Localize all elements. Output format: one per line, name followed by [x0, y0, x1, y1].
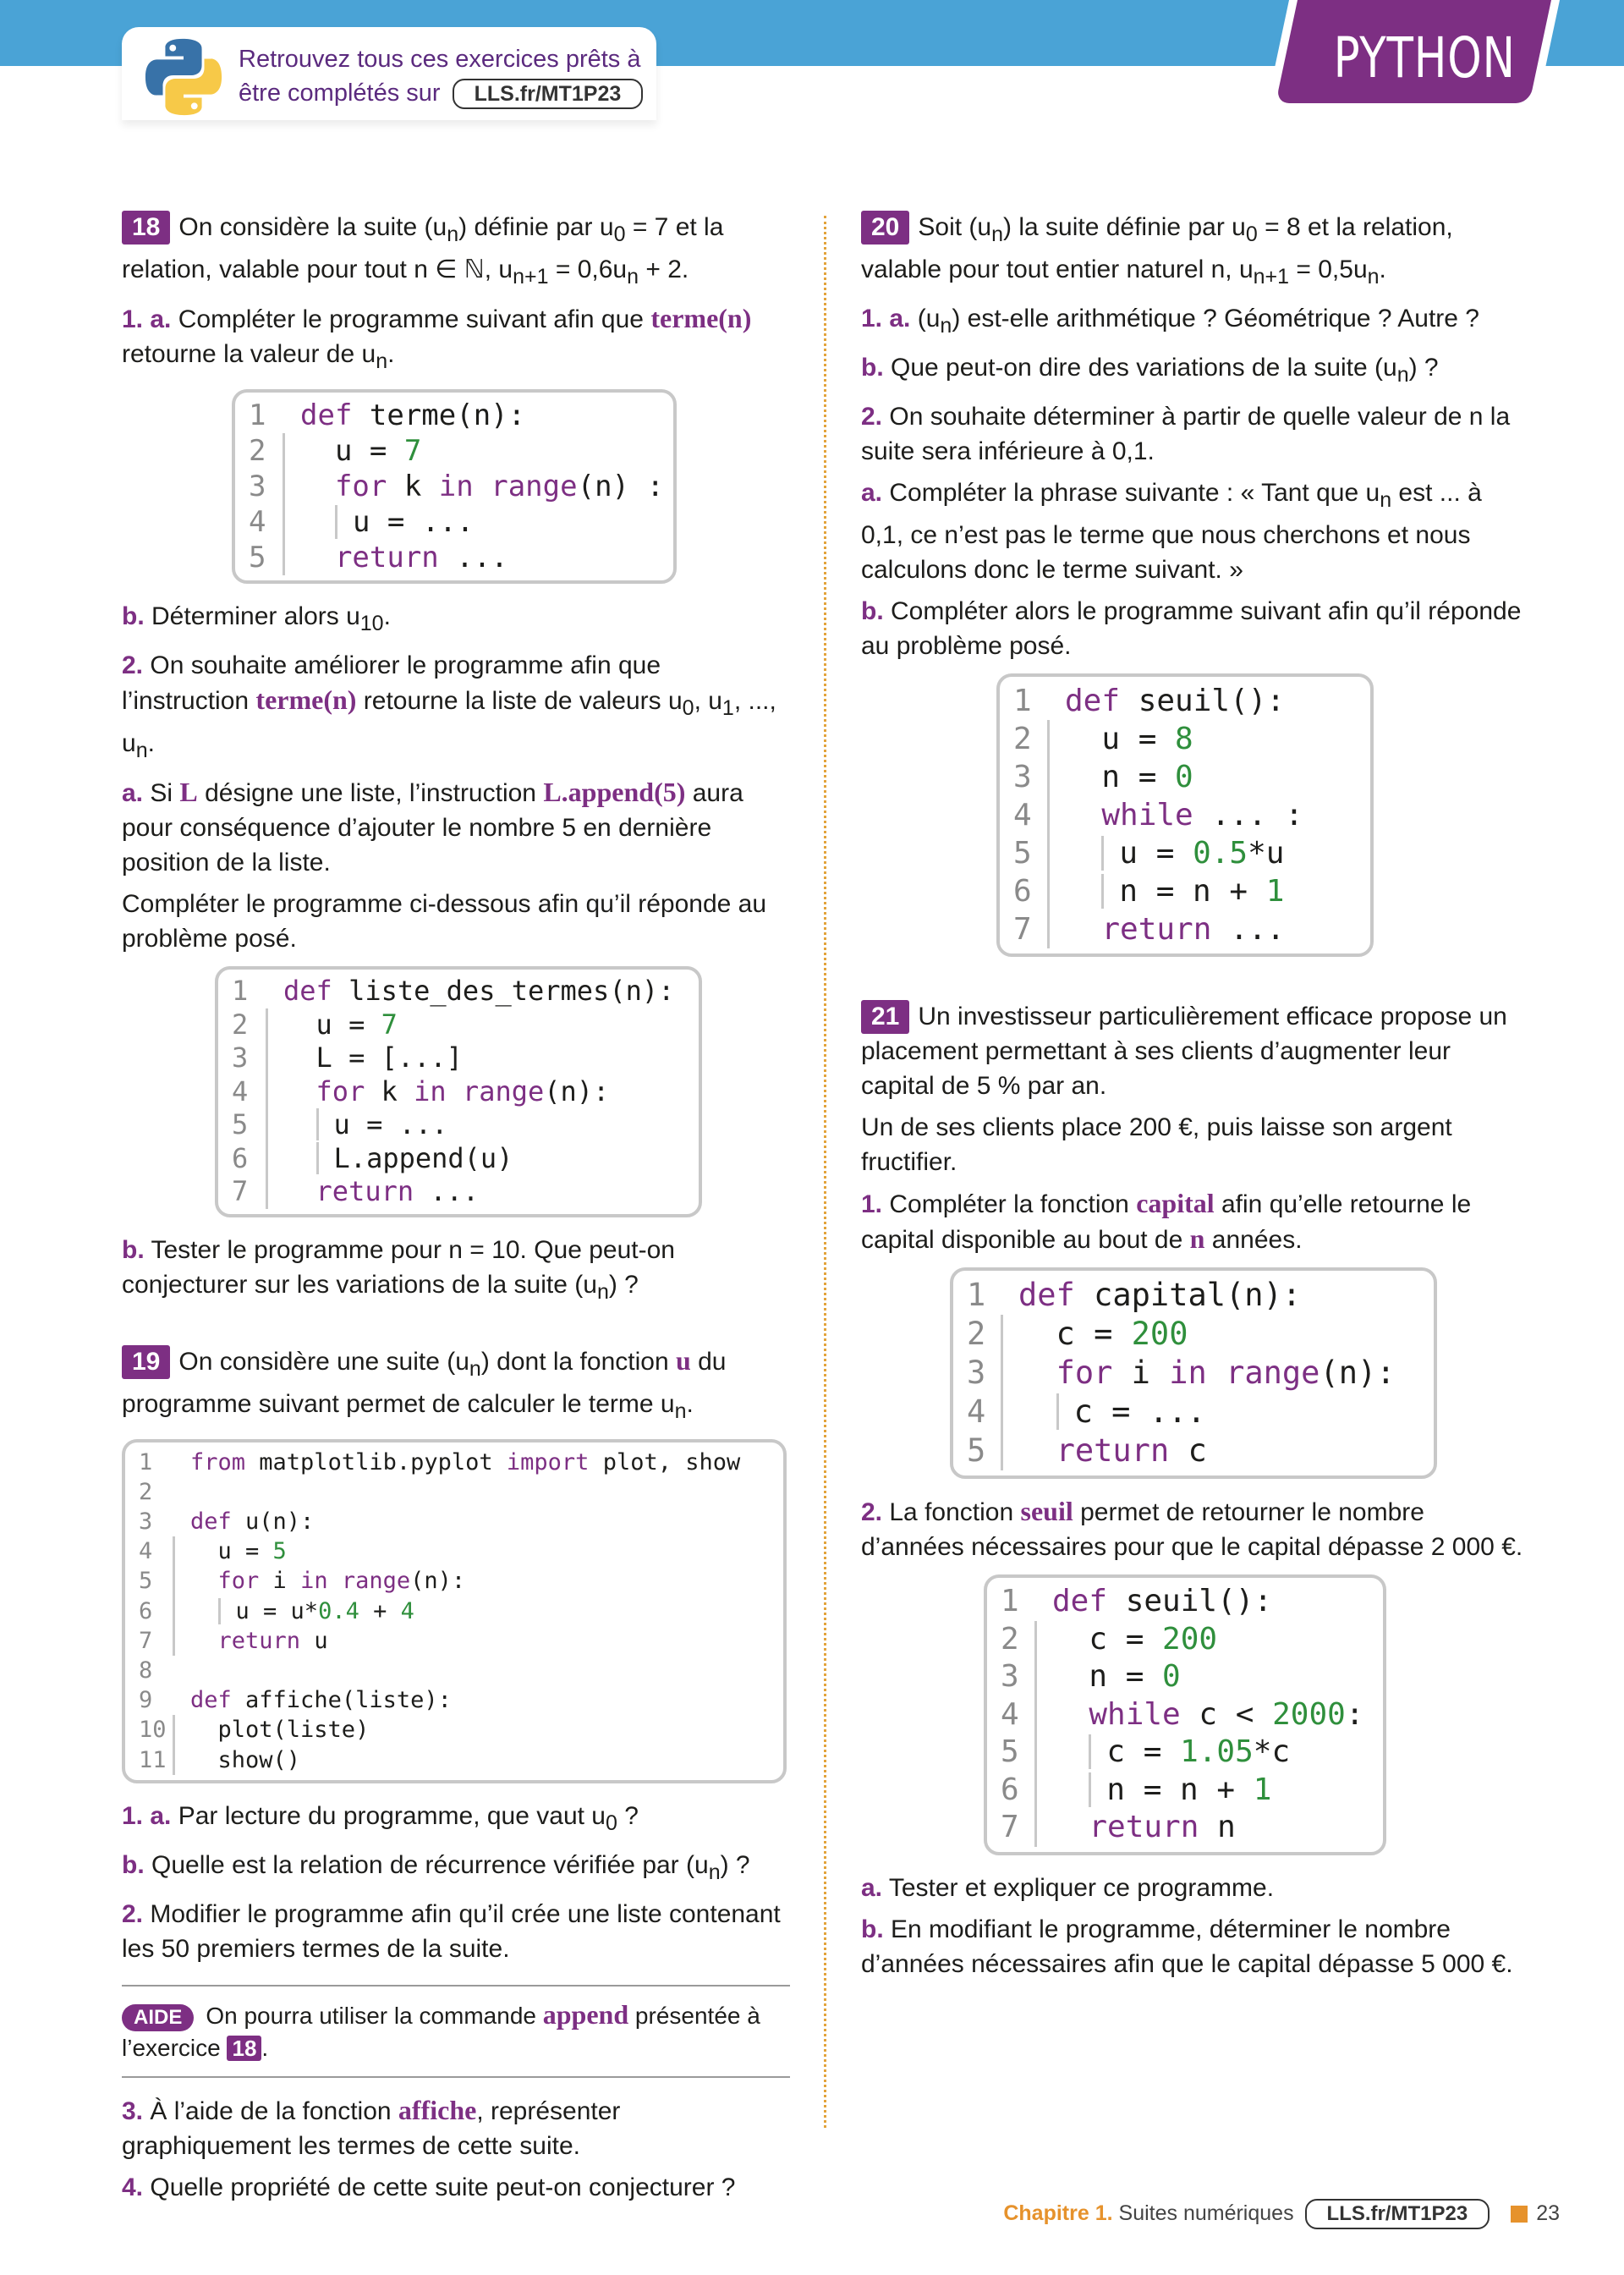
aide-box: AIDE On pourra utiliser la commande append présentée à l’exercice 18 .: [122, 1985, 790, 2078]
ex18-code-1: 1 def terme(n): 2 u = 7 3 for k in range(n) : 4 u = ... 5 return ...: [232, 389, 677, 584]
ex19-q2: 2. Modifier le programme afin qu’il crée une liste contenant les 50 premiers termes de la suite.: [122, 1899, 781, 1963]
ex19-statement: 19 On considère une suite $(u_n)$ dont la fonction u du programme suivant permet de calculer le terme $u_n$.: [122, 1344, 727, 1423]
ex18-q1a: 1. a. Compléter le programme suivant afin que terme(n) retourne la valeur de $u_n$.: [122, 303, 752, 373]
column-divider: [824, 216, 826, 2128]
page-footer: Chapitre 1. Suites numériques LLS.fr/MT1P23 23: [930, 2196, 1560, 2230]
aide-tag: AIDE: [122, 2004, 194, 2031]
ex18-q2b: b. Tester le programme pour n = 10. Que peut-on conjecturer sur les variations de la suite $(u_n)$ ?: [122, 1235, 675, 1304]
ex19-q1b: b. Quelle est la relation de récurrence vérifiée par $(u_n)$ ?: [122, 1850, 750, 1884]
ex20-q1b: b. Que peut-on dire des variations de la suite $(u_n)$ ?: [861, 354, 1439, 387]
ex21-number: 21: [861, 1000, 909, 1034]
ex21-code-1: 1 def capital(n): 2 c = 200 3 for i in range(n): 4 c = ... 5 return c: [950, 1267, 1437, 1479]
ex18-q2a: a. Si L désigne une liste, l’instruction L.append(5) aura pour conséquence d’ajouter le nombre 5 en dernière position de la liste.: [122, 777, 743, 876]
ex19-number: 19: [122, 1345, 170, 1379]
ex21-statement: 21 Un investisseur particulièrement efficace propose un placement permettant à ses clients d’augmenter leur capital de 5 % par an.: [861, 999, 1529, 1103]
banner-link[interactable]: LLS.fr/MT1P23: [453, 79, 644, 109]
ex18-q1b: b. Déterminer alors $u_{10}$.: [122, 602, 391, 635]
ex19-q1a: 1. a. Par lecture du programme, que vaut $u_0$ ?: [122, 1801, 639, 1835]
ex20-q2a: a. Compléter la phrase suivante : « Tant que $u_n$ est ... à 0,1, ce n’est pas le terme que nous cherchons et nous calculons donc le terme suivant. »: [861, 479, 1482, 584]
ex21-q2a: a. Tester et expliquer ce programme.: [861, 1873, 1275, 1902]
ex21-q1: 1. Compléter la fonction capital afin qu’elle retourne le capital disponible au bout de n années.: [861, 1188, 1472, 1254]
page-number: 23: [1536, 2201, 1560, 2225]
ex20-q2b: b. Compléter alors le programme suivant afin qu’il réponde au problème posé.: [861, 597, 1522, 660]
ex20-statement: 20 Soit $(u_n)$ la suite définie par $u_0 = 8$ et la relation, valable pour tout entier naturel n, $u_{n+1} = 0,5u_n$.: [861, 210, 1529, 294]
aide-ref-badge: 18: [227, 2036, 261, 2061]
ex21-code-2: 1 def seuil(): 2 c = 200 3 n = 0 4 while c < 2000: 5 c = 1.05*c 6 n = n + 1 7 return n: [984, 1574, 1386, 1855]
ex18-statement: 18 On considère la suite $(u_n)$ définie par $u_0 = 7$ et la relation, valable pour tout n ∈ ℕ, $u_{n+1} = 0,6u_n + 2$.: [122, 210, 790, 294]
ex18-q2a-instruction: Compléter le programme ci-dessous afin qu’il réponde au problème posé.: [122, 890, 767, 953]
right-column: [861, 210, 1529, 1988]
ex21-q2: 2. La fonction seuil permet de retourner le nombre d’années nécessaires pour que le capital dépasse 2 000 €.: [861, 1496, 1523, 1561]
exercise-banner: [122, 27, 656, 120]
python-logo-icon: [142, 36, 225, 118]
footer-square-icon: [1511, 2206, 1528, 2223]
ex20-number: 20: [861, 211, 909, 245]
left-column: [122, 210, 790, 2212]
ex20-q2: 2. On souhaite déterminer à partir de quelle valeur de n la suite sera inférieure à 0,1.: [861, 403, 1511, 465]
ex21-p2: Un de ses clients place 200 €, puis laisse son argent fructifier.: [861, 1113, 1452, 1176]
ex18-code-2: 1 def liste_des_termes(n): 2 u = 7 3 L = [...] 4 for k in range(n): 5 u = ... 6 L.append(u) 7 return ...: [215, 966, 702, 1217]
ex18-number: 18: [122, 211, 170, 245]
ex21-q2b: b. En modifiant le programme, déterminer le nombre d’années nécessaires afin que le capital dépasse 5 000 €.: [861, 1915, 1513, 1978]
ex20-q1a: 1. a. $(u_n)$ est-elle arithmétique ? Géométrique ? Autre ?: [861, 305, 1479, 338]
banner-text: Retrouvez tous ces exercices prêts à être complétés sur LLS.fr/MT1P23: [239, 42, 643, 110]
footer-link[interactable]: LLS.fr/MT1P23: [1305, 2199, 1490, 2229]
ex18-q2: 2. On souhaite améliorer le programme afin que l’instruction terme(n) retourne la liste de valeurs $u_0$, $u_1$, ..., $u_n$.: [122, 651, 776, 762]
python-tab-label: PYTHON: [1333, 25, 1516, 91]
ex19-code: 1 from matplotlib.pyplot import plot, show 2 3 def u(n): 4 u = 5 5 for i in range(n): 6 u = u*0.4 + 4 7 return u 8 9 def affiche(liste): 10 plot(liste) 11 show(): [122, 1439, 787, 1783]
ex19-q3: 3. À l’aide de la fonction affiche, représenter graphiquement les termes de cette suite.: [122, 2094, 621, 2160]
ex19-q4: 4. Quelle propriété de cette suite peut-on conjecturer ?: [122, 2173, 736, 2201]
ex20-code: 1 def seuil(): 2 u = 8 3 n = 0 4 while ... : 5 u = 0.5*u 6 n = n + 1 7 return ...: [996, 673, 1374, 957]
